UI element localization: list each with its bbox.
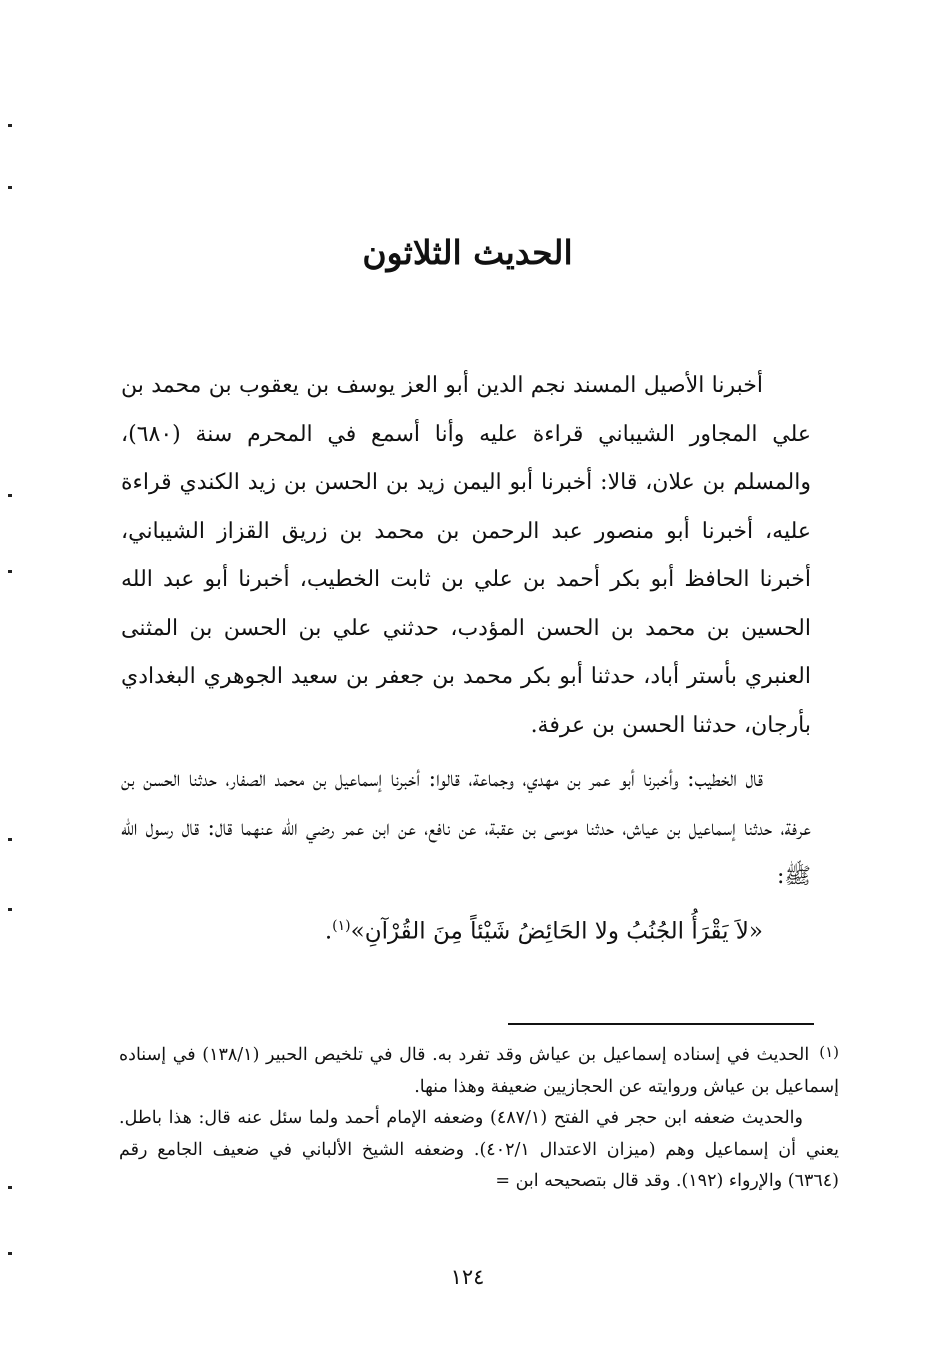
- hadith-quote: «لاَ يَقْرَأُ الجُنُبُ ولا الحَائِضُ شَيْئاً مِنَ القُرْآنِ»: [350, 918, 763, 945]
- chapter-title: الحديث الثلاثون: [362, 233, 573, 272]
- footnote-separator: [508, 1023, 814, 1025]
- page-number: ١٢٤: [450, 1265, 485, 1289]
- footnotes: [119, 1040, 839, 1198]
- isnad-paragraph-2: قال الخطيب: وأخبرنا أبو عمر بن مهدي، وجماعة، قالوا: أخبرنا إسماعيل بن محمد الصفار، حدثنا الحسن بن عرفة، حدثنا إسماعيل بن عياش، حدثنا موسى بن عقبة، عن نافع، عن ابن عمر رضي الله عنهما قال: قال رسول الله ﷺ:: [121, 767, 811, 889]
- scan-mark: [8, 186, 12, 189]
- scan-mark: [8, 838, 12, 841]
- scan-mark: [8, 908, 12, 911]
- scan-mark: [8, 494, 12, 497]
- footnote-marker: (١): [819, 1043, 839, 1061]
- main-text: [121, 362, 811, 956]
- scan-mark: [8, 570, 12, 573]
- hadith-end: .: [324, 918, 333, 945]
- hadith-text: [121, 902, 811, 956]
- footnote-1-text: الحديث في إسناده إسماعيل بن عياش وقد تفرد به. قال في تلخيص الحبير (١٣٨/١) في إسناده إسماعيل بن عياش وروايته عن الحجازيين ضعيفة وهذا منها.: [119, 1045, 839, 1097]
- scan-mark: [8, 124, 12, 127]
- scan-mark: [8, 1252, 12, 1255]
- footnote-1-continuation: والحديث ضعفه ابن حجر في الفتح (٤٨٧/١) وضعفه الإمام أحمد ولما سئل عنه قال: هذا باطل. يعني أن إسماعيل وهم (ميزان الاعتدال ٤٠٢/١). وضعفه الشيخ الألباني في ضعيف الجامع رقم (٦٣٦٤) والإرواء (١٩٢). وقد قال بتصحيحه ابن =: [119, 1108, 839, 1191]
- footnote-reference[interactable]: (١): [332, 917, 351, 934]
- isnad-paragraph-1: أخبرنا الأصيل المسند نجم الدين أبو العز يوسف بن يعقوب بن محمد بن علي المجاور الشيباني قراءة عليه وأنا أسمع في المحرم سنة (٦٨٠)، والمسلم بن علان، قالا: أخبرنا أبو اليمن زيد بن الحسن بن زيد الكندي قراءة عليه، أخبرنا أبو منصور عبد الرحمن بن محمد بن زريق القزاز الشيباني، أخبرنا الحافظ أبو بكر أحمد بن علي بن ثابت الخطيب، أخبرنا أبو عبد الله الحسين بن محمد بن الحسن المؤدب، حدثني علي بن الحسن بن المثنى العنبري بأستر أباد، حدثنا أبو بكر محمد بن جعفر بن سعيد الجوهري البغدادي بأرجان، حدثنا الحسن بن عرفة.: [121, 373, 811, 738]
- scan-mark: [8, 1186, 12, 1189]
- footnote-1: [119, 1040, 839, 1103]
